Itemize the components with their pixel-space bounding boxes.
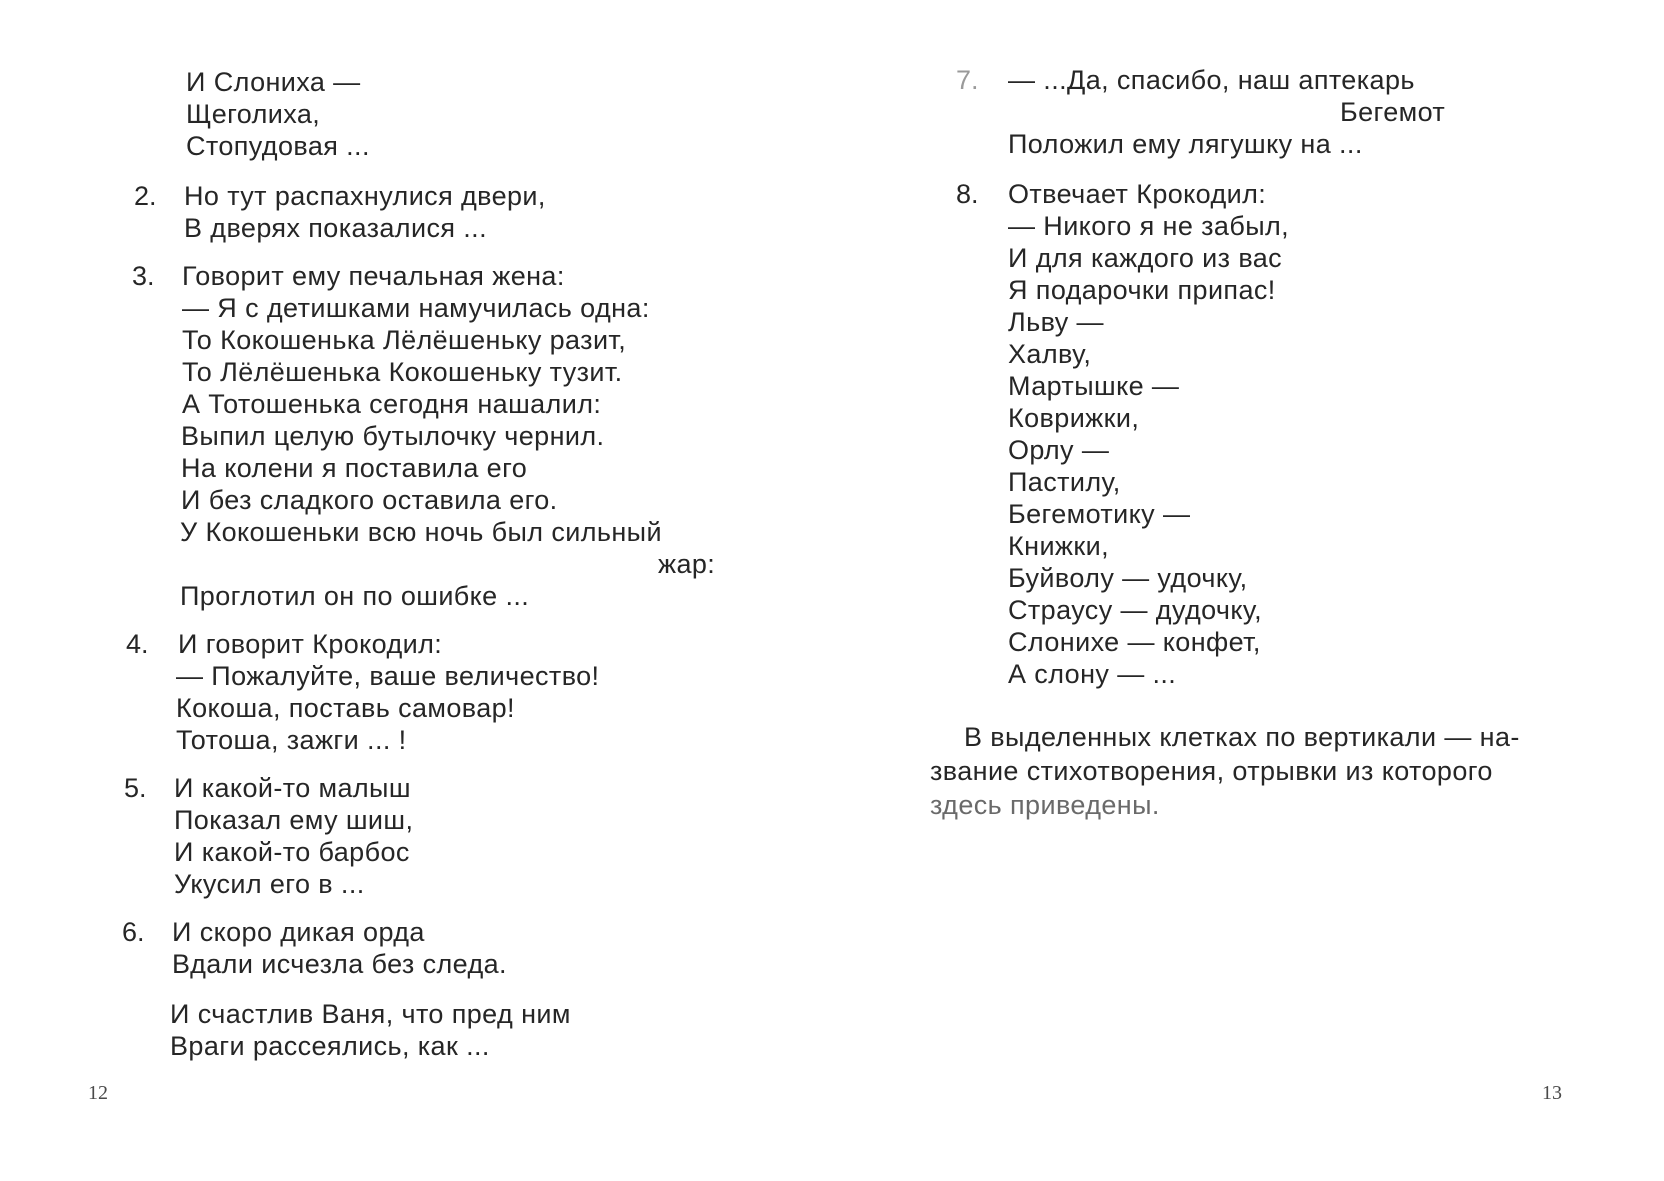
verse-line: Враги рассеялись, как ... xyxy=(170,1031,490,1061)
page-number: 12 xyxy=(88,1082,108,1104)
question-number: 5. xyxy=(124,773,147,803)
verse-line: Халву, xyxy=(1008,339,1092,369)
question-number: 2. xyxy=(134,181,157,211)
verse-line: Льву — xyxy=(1008,307,1104,337)
question-number: 4. xyxy=(126,629,149,659)
verse-line: То Кокошенька Лёлёшеньку разит, xyxy=(182,325,627,355)
question-number: 3. xyxy=(132,261,155,291)
verse-line: А слону — ... xyxy=(1008,659,1177,689)
verse-line: Бегемотику — xyxy=(1008,499,1191,529)
verse-line: — Я с детишками намучилась одна: xyxy=(182,293,650,323)
question-number: 6. xyxy=(122,917,145,947)
verse-line: Мартышке — xyxy=(1008,371,1180,401)
verse-line: Вдали исчезла без следа. xyxy=(172,949,507,979)
verse-line: У Кокошеньки всю ночь был сильный xyxy=(180,517,662,547)
verse-line: Укусил его в ... xyxy=(174,869,365,899)
verse-line: И говорит Крокодил: xyxy=(178,629,443,659)
verse-line: Страусу — дудочку, xyxy=(1008,595,1263,625)
verse-line: Показал ему шиш, xyxy=(174,805,414,835)
verse-line: Коврижки, xyxy=(1008,403,1140,433)
note-line: здесь приведены. xyxy=(930,790,1160,820)
verse-line: Тотоша, зажги ... ! xyxy=(176,725,407,755)
verse-line: — ...Да, спасибо, наш аптекарь xyxy=(1008,65,1415,95)
verse-line: Щеголиха, xyxy=(186,99,321,129)
verse-line: Я подарочки припас! xyxy=(1008,275,1276,305)
verse-line: И какой-то барбос xyxy=(174,837,410,867)
verse-line: И для каждого из вас xyxy=(1008,243,1283,273)
verse-line: Выпил целую бутылочку чернил. xyxy=(181,421,605,451)
verse-line: Слонихе — конфет, xyxy=(1008,627,1261,657)
verse-line: А Тотошенька сегодня нашалил: xyxy=(182,389,602,419)
question-number: 8. xyxy=(956,179,979,209)
note-line: В выделенных клетках по вертикали — на- xyxy=(964,722,1520,752)
verse-line: Орлу — xyxy=(1008,435,1110,465)
verse-line: То Лёлёшенька Кокошеньку тузит. xyxy=(182,357,623,387)
verse-line: В дверях показалися ... xyxy=(184,213,487,243)
verse-line: — Пожалуйте, ваше величество! xyxy=(176,661,600,691)
verse-line: Но тут распахнулися двери, xyxy=(184,181,546,211)
verse-line: И скоро дикая орда xyxy=(172,917,425,947)
note-line: звание стихотворения, отрывки из которого xyxy=(930,756,1493,786)
verse-line: Книжки, xyxy=(1008,531,1109,561)
page-number: 13 xyxy=(1542,1082,1562,1104)
verse-line: И без сладкого оставила его. xyxy=(181,485,558,515)
verse-line: Стопудовая ... xyxy=(186,131,370,161)
verse-line-wrap: Бегемот xyxy=(1340,97,1446,127)
verse-line: И счастлив Ваня, что пред ним xyxy=(170,999,571,1029)
verse-line-wrap: жар: xyxy=(658,549,716,579)
right-page xyxy=(832,0,1664,1181)
verse-line: Положил ему лягушку на ... xyxy=(1008,129,1363,159)
verse-line: И Слониха — xyxy=(186,67,361,97)
verse-line: На колени я поставила его xyxy=(181,453,528,483)
verse-line: Пастилу, xyxy=(1008,467,1121,497)
verse-line: И какой-то малыш xyxy=(174,773,411,803)
verse-line: — Никого я не забыл, xyxy=(1008,211,1290,241)
verse-line: Буйволу — удочку, xyxy=(1008,563,1248,593)
verse-line: Отвечает Крокодил: xyxy=(1008,179,1267,209)
verse-line: Проглотил он по ошибке ... xyxy=(180,581,530,611)
question-number: 7. xyxy=(956,65,979,95)
verse-line: Кокоша, поставь самовар! xyxy=(176,693,515,723)
verse-line: Говорит ему печальная жена: xyxy=(182,261,565,291)
